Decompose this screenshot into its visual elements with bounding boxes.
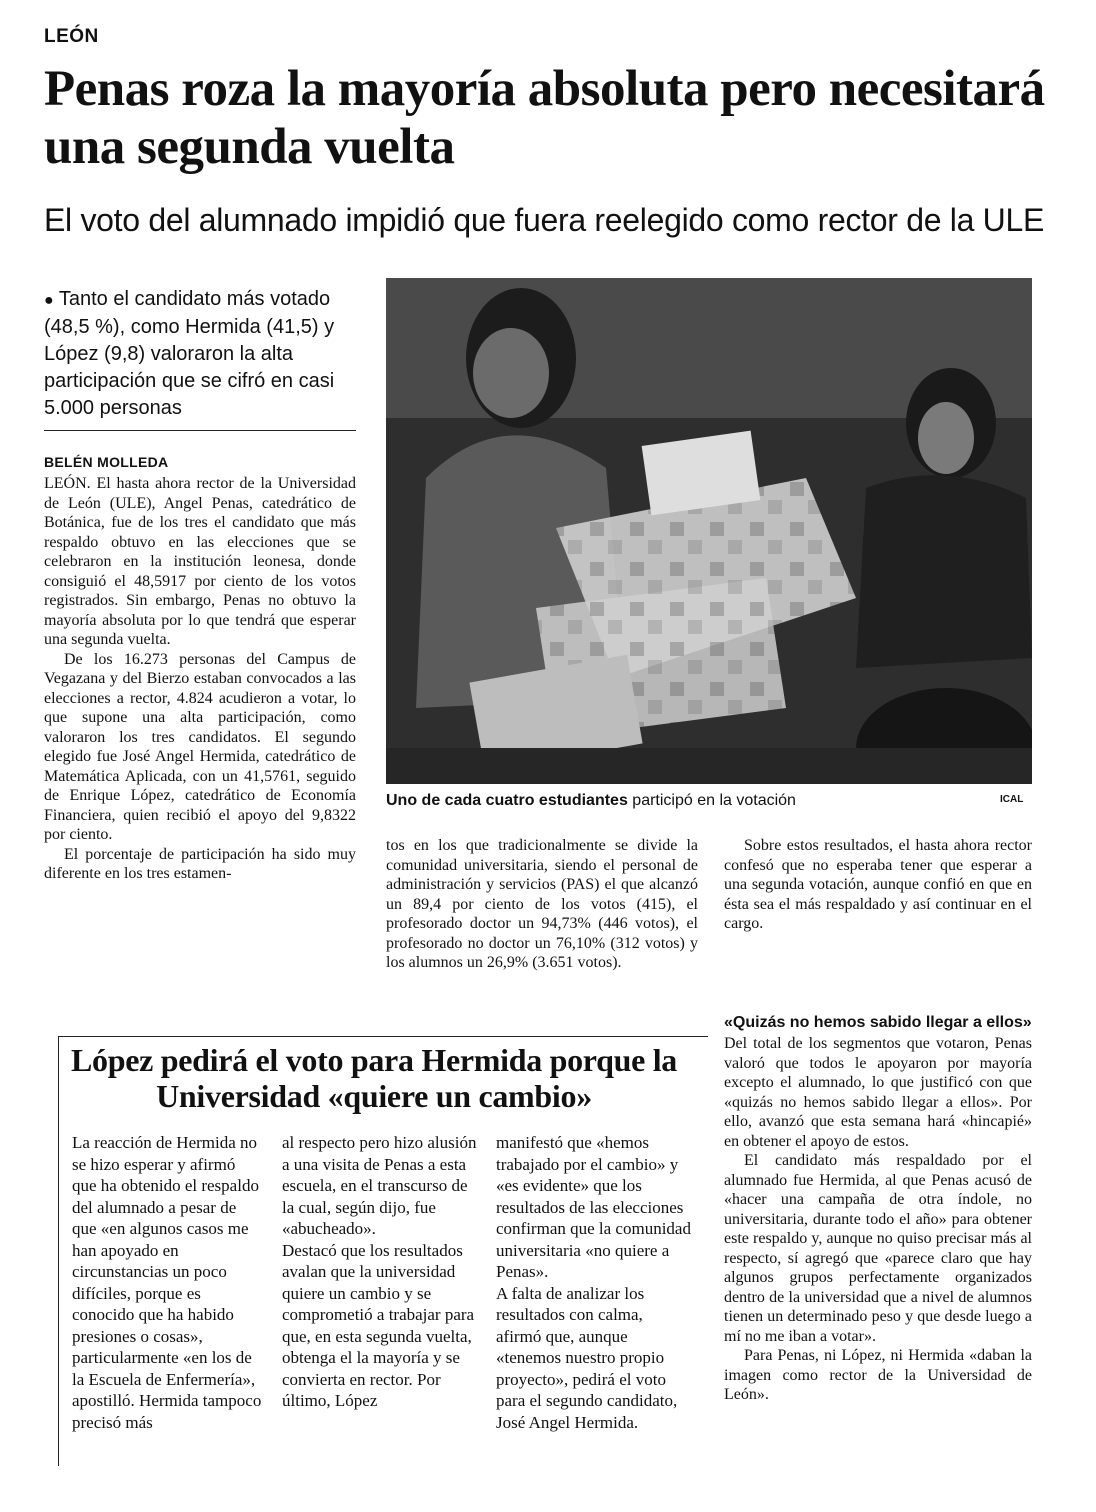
lead-text: Tanto el candidato más votado (48,5 %), como Hermida (41,5) y López (9,8) valoraron la alta participación que se cifró en casi 5.000 personas bbox=[44, 288, 335, 419]
article-subheading: «Quizás no hemos sabido llegar a ellos» bbox=[724, 1014, 1032, 1031]
article-paragraph: El porcentaje de participación ha sido muy diferente en los tres estamen- bbox=[44, 845, 356, 882]
news-photo bbox=[386, 278, 1032, 784]
section-label: LEÓN bbox=[44, 26, 99, 47]
lead-summary bbox=[44, 286, 356, 422]
box-top-rule bbox=[58, 1036, 708, 1037]
article-paragraph: LEÓN. El hasta ahora rector de la Universidad de León (ULE), Angel Penas, catedrático de Botánica, fue de los tres el candidato que más respaldo obtuvo en las elecciones que se celebraron en la institución leonesa, donde consiguió el 48,5917 por ciento de los votos registrados. Sin embargo, Penas no obtuvo la mayoría absoluta por lo que tendrá que esperar una segunda vuelta. bbox=[44, 475, 356, 648]
voting-scene-image bbox=[386, 278, 1032, 784]
photo-credit: ICAL bbox=[1000, 794, 1024, 805]
box-paragraph: manifestó que «hemos trabajado por el cambio» y «es evidente» que los resultados de las elecciones confirman que la comunidad universitaria «no quiere a Penas». bbox=[496, 1133, 691, 1281]
headline: Penas roza la mayoría absoluta pero necesitará una segunda vuelta bbox=[44, 61, 1045, 175]
caption-bold: Uno de cada cuatro estudiantes bbox=[386, 792, 628, 809]
article-paragraph: Para Penas, ni López, ni Hermida «daban la imagen como rector de la Universidad de León». bbox=[724, 1347, 1032, 1403]
box-paragraph: al respecto pero hizo alusión a una visita de Penas a esta escuela, en el transcurso de la cual, según dijo, fue «abucheado». bbox=[282, 1133, 477, 1238]
box-paragraph: A falta de analizar los resultados con calma, afirmó que, aunque «tenemos nuestro propio proyecto», pedirá el voto para el segundo candidato, José Angel Hermida. bbox=[496, 1283, 678, 1432]
article-paragraph: El candidato más respaldado por el alumnado fue Hermida, al que Penas acusó de «hacer una campaña de otra índole, no universitaria, durante todo el año» para obtener este respaldo y, aunque no quiso precisar más al respecto, sí agregó que «parece claro que hay algunos grupos perfectamente organizados dentro de la universidad que a nivel de alumnos tienen un determinado peso y que desde luego a mí no me iban a votar». bbox=[724, 1152, 1032, 1345]
box-paragraph: La reacción de Hermida no se hizo esperar y afirmó que ha obtenido el respaldo del alumnado a pesar de que «en algunos casos me han apoyado en circunstancias un poco difíciles, porque es conocido que ha habido presiones o cosas», particularmente «en los de la Escuela de Enfermería», apostilló. Hermida tampoco precisó más bbox=[72, 1133, 262, 1432]
article-column-2 bbox=[386, 836, 698, 973]
article-paragraph: Del total de los segmentos que votaron, Penas valoró que todos le apoyaron por mayoría excepto el alumnado, lo que justificó con que «quizás no hemos sabido llegar a ellos». Por ello, avanzó que esta semana hará «hincapié» en obtener el apoyo de estos. bbox=[724, 1035, 1032, 1150]
article-column-3-continued bbox=[724, 1034, 1032, 1405]
article-column-3 bbox=[724, 836, 1032, 934]
subheadline: El voto del alumnado impidió que fuera reelegido como rector de la ULE bbox=[44, 202, 1045, 238]
bullet-icon: ● bbox=[44, 292, 54, 309]
article-paragraph: tos en los que tradicionalmente se divide la comunidad universitaria, siendo el personal de administración y servicios (PAS) el que alcanzó un 89,4 por ciento de los votos (415), el profesorado doctor un 94,73% (446 votos), el profesorado no doctor un 76,10% (312 votos) y los alumnos un 26,9% (3.651 votos). bbox=[386, 837, 698, 971]
article-paragraph: Sobre estos resultados, el hasta ahora rector confesó que no esperaba tener que esperar a una segunda votación, aunque confió en que en ésta sea el más respaldado y así continuar en el cargo. bbox=[724, 837, 1032, 932]
box-paragraph: Destacó que los resultados avalan que la universidad quiere un cambio y se comprometió a trabajar para que, en esta segunda vuelta, obtenga el la mayoría y se convierta en rector. Por último, López bbox=[282, 1240, 475, 1410]
caption-text: participó en la votación bbox=[632, 792, 796, 809]
article-paragraph: De los 16.273 personas del Campus de Vegazana y del Bierzo estaban convocados a las elecciones a rector, 4.824 acudieron a votar, lo que supone una alta participación, como valoraron los tres candidatos. El segundo elegido fue José Angel Hermida, catedrático de Matemática Aplicada, con un 41,5761, seguido de Enrique López, catedrático de Economía Financiera, quien recibió el apoyo del 9,8322 por ciento. bbox=[44, 650, 356, 843]
box-headline: López pedirá el voto para Hermida porque la Universidad «quiere un cambio» bbox=[70, 1042, 678, 1114]
box-left-rule bbox=[58, 1036, 59, 1466]
box-column-1 bbox=[72, 1132, 264, 1433]
byline: BELÉN MOLLEDA bbox=[44, 454, 169, 470]
article-column-1 bbox=[44, 474, 356, 884]
photo-caption bbox=[386, 792, 946, 810]
box-column-3 bbox=[496, 1132, 692, 1433]
box-column-2 bbox=[282, 1132, 478, 1412]
lead-divider bbox=[44, 430, 356, 431]
